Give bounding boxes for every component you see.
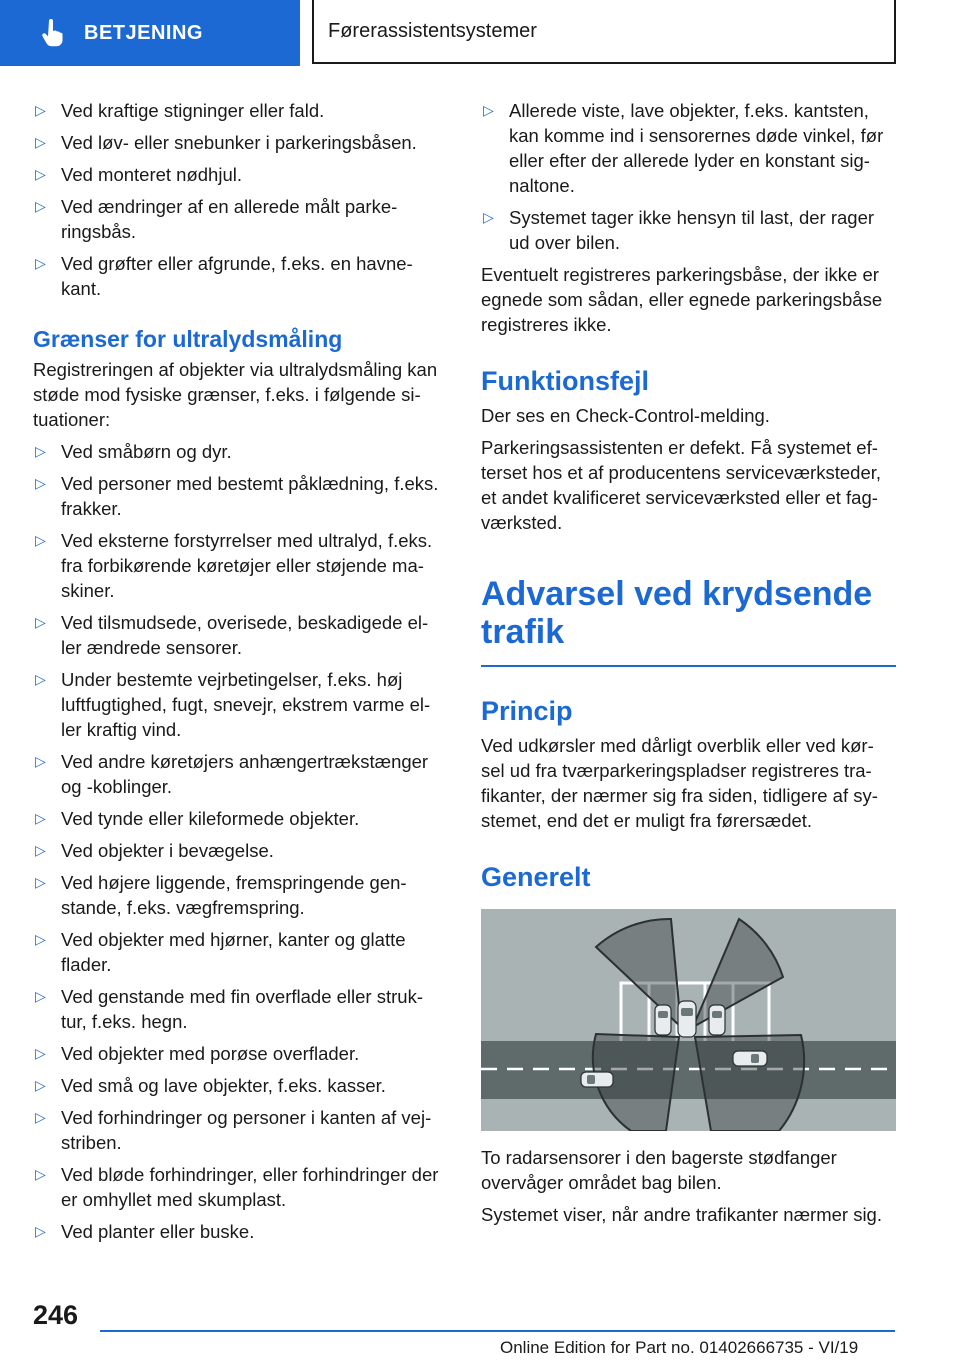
triangle-bullet-icon: ▷ (35, 874, 46, 890)
triangle-bullet-icon: ▷ (35, 931, 46, 947)
body-paragraph: Parkeringsassistenten er defekt. Få systemet ef-terset hos et af producentens serviceværksteder, et andet kvalificeret serviceværksted eller et fag-værksted. (481, 437, 882, 533)
heading-principle: Princip (481, 696, 573, 726)
triangle-bullet-icon: ▷ (35, 1045, 46, 1061)
list-item: ▷ Ved bløde forhindringer, eller forhindringer der er omhyllet med skumplast. (35, 1164, 439, 1210)
cross-traffic-illustration (481, 909, 896, 1131)
list-item: ▷ Ved grøfter eller afgrunde, f.eks. en havne-kant. (35, 253, 413, 299)
triangle-bullet-icon: ▷ (35, 1223, 46, 1239)
chapter-section-title: Advarsel ved krydsende trafik (481, 575, 896, 667)
list-item: ▷ Ved personer med bestemt påklædning, f.eks. frakker. (35, 473, 439, 519)
triangle-bullet-icon: ▷ (35, 1077, 46, 1093)
list-item: ▷ Under bestemte vejrbetingelser, f.eks. høj luftfugtighed, fugt, snevejr, ekstrem varme el-ler kraftig vind. (35, 669, 431, 740)
page-number: 246 (33, 1300, 79, 1330)
list-item: ▷ Ved ændringer af en allerede målt parke-ringsbås. (35, 196, 398, 242)
section-tab (0, 0, 300, 66)
triangle-bullet-icon: ▷ (35, 988, 46, 1004)
conditions-list (33, 98, 448, 301)
footer-divider (100, 1330, 895, 1332)
right-column (481, 98, 896, 1234)
list-item: ▷ Ved tynde eller kileformede objekter. (35, 808, 360, 829)
triangle-bullet-icon: ▷ (35, 198, 46, 214)
list-item: ▷ Ved højere liggende, fremspringende gen-stande, f.eks. vægfremspring. (35, 872, 407, 918)
triangle-bullet-icon: ▷ (35, 102, 46, 118)
triangle-bullet-icon: ▷ (35, 255, 46, 271)
left-column (33, 98, 448, 1251)
list-item: ▷ Ved objekter i bevægelse. (35, 840, 274, 861)
edition-footer: Online Edition for Part no. 01402666735 - VI/19 (500, 1338, 859, 1357)
triangle-bullet-icon: ▷ (35, 842, 46, 858)
heading-general: Generelt (481, 862, 591, 892)
body-paragraph: Systemet viser, når andre trafikanter nærmer sig. (481, 1204, 882, 1225)
body-paragraph: To radarsensorer i den bagerste stødfanger overvåger området bag bilen. (481, 1147, 837, 1193)
triangle-bullet-icon: ▷ (483, 102, 494, 118)
triangle-bullet-icon: ▷ (35, 1166, 46, 1182)
chapter-header (312, 0, 896, 64)
triangle-bullet-icon: ▷ (35, 753, 46, 769)
list-item: ▷ Ved småbørn og dyr. (35, 441, 232, 462)
triangle-bullet-icon: ▷ (35, 475, 46, 491)
list-item: ▷ Ved eksterne forstyrrelser med ultralyd, f.eks. fra forbikørende køretøjer eller støjende ma-skiner. (35, 530, 433, 601)
list-item: ▷ Ved tilsmudsede, overisede, beskadigede el-ler ændrede sensorer. (35, 612, 429, 658)
limits-list (33, 439, 448, 1244)
triangle-bullet-icon: ▷ (35, 671, 46, 687)
triangle-bullet-icon: ▷ (483, 209, 494, 225)
triangle-bullet-icon: ▷ (35, 1109, 46, 1125)
list-item: ▷ Allerede viste, lave objekter, f.eks. kantsten, kan komme ind i sensorernes døde vinkel, før eller efter der allerede lyder en konstant sig-naltone. (483, 100, 884, 196)
list-item: ▷ Ved objekter med porøse overflader. (35, 1043, 360, 1064)
list-item: ▷ Ved planter eller buske. (35, 1221, 255, 1242)
list-item: ▷ Ved genstande med fin overflade eller struk-tur, f.eks. hegn. (35, 986, 423, 1032)
triangle-bullet-icon: ▷ (35, 614, 46, 630)
chapter-label: Førerassistentsystemer (328, 19, 537, 42)
section-label: BETJENING (84, 21, 203, 44)
list-item: ▷ Ved monteret nødhjul. (35, 164, 242, 185)
body-paragraph: Ved udkørsler med dårligt overblik eller ved kør-sel ud fra tværparkeringspladser registreres tra-fikanter, der nærmer sig fra siden, tidligere af sy-stemet, end det er muligt fra førersædet. (481, 735, 878, 831)
triangle-bullet-icon: ▷ (35, 443, 46, 459)
list-item: ▷ Systemet tager ikke hensyn til last, der rager ud over bilen. (483, 207, 875, 253)
list-item: ▷ Ved forhindringer og personer i kanten af vej-striben. (35, 1107, 432, 1153)
body-paragraph: Eventuelt registreres parkeringsbåse, der ikke er egnede som sådan, eller egnede parkeringsbåse registreres ikke. (481, 264, 883, 335)
hand-pointer-icon (38, 18, 68, 48)
triangle-bullet-icon: ▷ (35, 166, 46, 182)
list-item: ▷ Ved kraftige stigninger eller fald. (35, 100, 325, 121)
triangle-bullet-icon: ▷ (35, 134, 46, 150)
list-item: ▷ Ved små og lave objekter, f.eks. kasser. (35, 1075, 386, 1096)
list-item: ▷ Ved løv- eller snebunker i parkeringsbåsen. (35, 132, 417, 153)
triangle-bullet-icon: ▷ (35, 532, 46, 548)
triangle-bullet-icon: ▷ (35, 810, 46, 826)
limits-list-continued (481, 98, 896, 255)
list-item: ▷ Ved objekter med hjørner, kanter og glatte flader. (35, 929, 406, 975)
intro-paragraph: Registreringen af objekter via ultralydsmåling kan støde mod fysiske grænser, f.eks. i følgende si-tuationer: (33, 359, 438, 430)
list-item: ▷ Ved andre køretøjers anhængertrækstænger og -koblinger. (35, 751, 429, 797)
body-paragraph: Der ses en Check-Control-melding. (481, 405, 770, 426)
heading-malfunction: Funktionsfejl (481, 366, 649, 396)
section-heading: Grænser for ultralydsmåling (33, 326, 343, 352)
